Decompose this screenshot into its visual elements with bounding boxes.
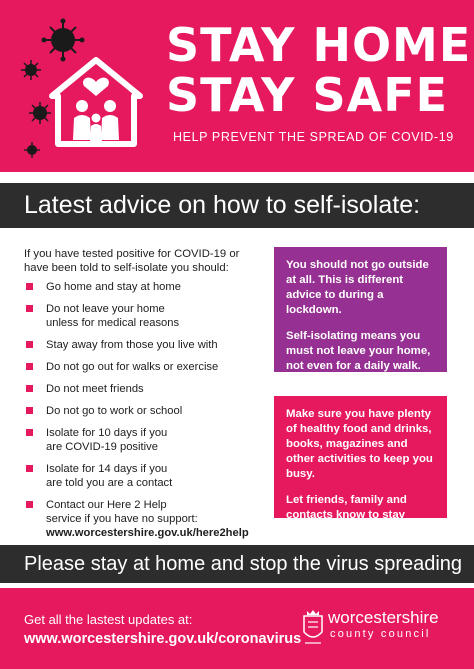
virus-icon: [21, 60, 41, 80]
bullet-square: [26, 363, 33, 370]
advice-heading: Latest advice on how to self-isolate:: [24, 191, 421, 219]
council-subname: county council: [330, 628, 431, 640]
banner-text: Please stay at home and stop the virus spreading: [24, 553, 463, 575]
list-item: [24, 302, 269, 330]
list-item-text: Stay away from those you live with: [46, 339, 218, 351]
council-crest-icon: [302, 608, 324, 646]
list-item: [24, 498, 269, 540]
stay-home-banner: [0, 545, 474, 583]
title-line-1: STAY HOME: [166, 18, 472, 72]
bullet-square: [26, 305, 33, 312]
virus-icon: [24, 142, 40, 158]
footer: [0, 588, 474, 669]
info-box-paragraph: You should not go outside at all. This is different advice to during a lockdown.: [286, 259, 429, 316]
info-box-paragraph: Self-isolating means you must not leave your home, not even for a daily walk.: [286, 330, 431, 372]
advice-intro: If you have tested positive for COVID-19 or have been told to self-isolate you should:: [24, 248, 240, 274]
list-item: [24, 404, 269, 418]
no-outside-info-box: [274, 247, 447, 372]
list-item-text: Do not meet friends: [46, 383, 144, 395]
info-box-paragraph: Make sure you have plenty of healthy food and drinks, books, magazines and other activities to keep you busy.: [286, 408, 433, 480]
coronavirus-updates-link[interactable]: www.worcestershire.gov.uk/coronavirus: [24, 631, 302, 647]
title-line-2: STAY SAFE: [166, 68, 449, 122]
house-family-icon: [18, 10, 158, 165]
here2help-link[interactable]: www.worcestershire.gov.uk/here2help: [46, 527, 249, 539]
page-title: [164, 18, 472, 122]
list-item-text: Do not go out for walks or exercise: [46, 361, 219, 373]
virus-icon: [42, 19, 85, 62]
list-item: [24, 360, 269, 374]
council-logo: [302, 608, 462, 650]
header-banner: [0, 0, 474, 172]
virus-icon: [29, 102, 51, 124]
heart-icon: [83, 78, 109, 96]
advice-heading-band: [0, 183, 474, 228]
header-subtitle: HELP PREVENT THE SPREAD OF COVID-19: [173, 130, 454, 144]
footer-label: Get all the lastest updates at:: [24, 612, 193, 627]
bullet-square: [26, 283, 33, 290]
list-item: [24, 382, 269, 396]
list-item-text: Contact our Here 2 Help: [46, 499, 167, 511]
bullet-square: [26, 407, 33, 414]
list-item: [24, 338, 269, 352]
bullet-square: [26, 501, 33, 508]
list-item: [24, 280, 269, 294]
advice-list: [24, 280, 269, 540]
list-item-text: Go home and stay at home: [46, 281, 181, 293]
list-item-subtext: unless for medical reasons: [46, 317, 180, 329]
list-item: [24, 426, 269, 454]
info-box-paragraph: Let friends, family and contacts know to stay away.: [286, 494, 407, 536]
bullet-square: [26, 429, 33, 436]
list-item-text: Isolate for 10 days if you: [46, 427, 168, 439]
bullet-square: [26, 385, 33, 392]
bullet-square: [26, 341, 33, 348]
council-name: worcestershire: [328, 608, 439, 627]
list-item-subtext: service if you have no support:: [46, 513, 198, 525]
list-item: [24, 462, 269, 490]
list-item-text: Isolate for 14 days if you: [46, 463, 168, 475]
list-item-subtext: are COVID-19 positive: [46, 441, 158, 453]
bullet-square: [26, 465, 33, 472]
supplies-info-box: [274, 396, 447, 536]
list-item-text: Do not go to work or school: [46, 405, 183, 417]
list-item-text: Do not leave your home: [46, 303, 165, 315]
list-item-subtext: are told you are a contact: [46, 477, 173, 489]
